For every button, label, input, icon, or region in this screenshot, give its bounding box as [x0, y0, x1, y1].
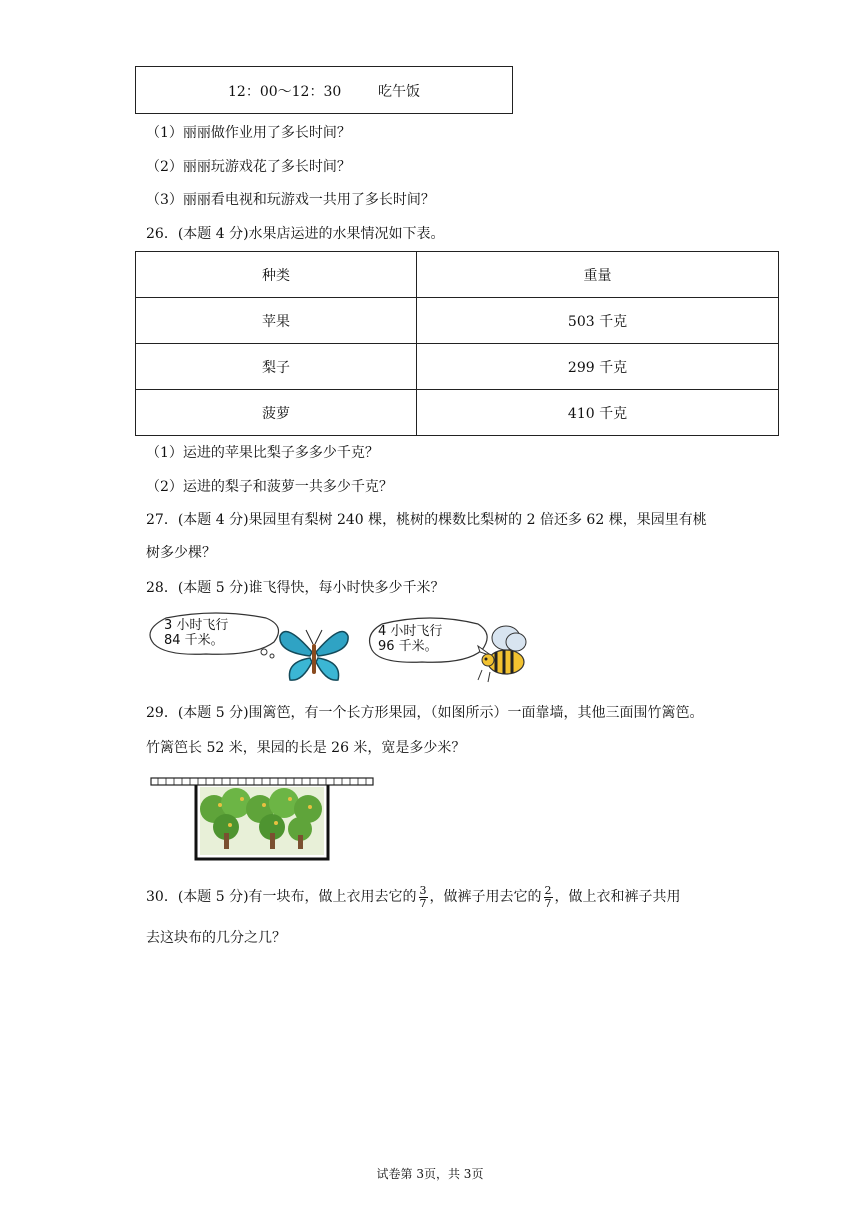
- header-type: 种类: [136, 252, 417, 298]
- header-weight: 重量: [417, 252, 779, 298]
- q29-line-1: 29．(本题 5 分)围篱笆，有一个长方形果园，（如图所示）一面靠墙，其他三面围竹篱笆。: [146, 705, 704, 721]
- fraction-numerator: 2: [544, 883, 552, 897]
- q27-line-1: 27．(本题 4 分)果园里有梨树 240 棵，桃树的棵数比梨树的 2 倍还多 62 棵，果园里有桃: [146, 512, 707, 528]
- bee-icon: [476, 622, 532, 686]
- q30-text-part2: ，做裤子用去它的: [429, 889, 542, 905]
- q26-sub-1: （1）运进的苹果比梨子多多少千克？: [146, 445, 379, 461]
- bee-bubble-text: [378, 624, 442, 654]
- fraction-denominator: 7: [544, 896, 552, 910]
- table-row: [136, 344, 779, 390]
- q30-line-2: 去这块布的几分之几？: [146, 930, 286, 946]
- q28-illustration: [146, 612, 536, 688]
- butterfly-bubble-line-2: 84 千米。: [164, 633, 224, 648]
- butterfly-icon: [276, 622, 352, 686]
- table-row: [136, 390, 779, 436]
- fruit-table: [135, 251, 779, 436]
- schedule-table-row: [135, 66, 513, 114]
- cell-weight: 410 千克: [417, 390, 779, 436]
- butterfly-bubble-line-1: 3 小时飞行: [164, 618, 229, 633]
- q28-title: 28．(本题 5 分)谁飞得快，每小时快多少千米？: [146, 580, 445, 596]
- table-header-row: [136, 252, 779, 298]
- fraction-numerator: 3: [419, 883, 427, 897]
- butterfly-bubble-text: [164, 618, 228, 648]
- q30-text-part3: ，做上衣和裤子共用: [554, 889, 681, 905]
- orchard-diagram: [150, 775, 376, 863]
- q30-line-1: [146, 884, 681, 910]
- q29-line-2: 竹篱笆长 52 米，果园的长是 26 米，宽是多少米？: [146, 740, 466, 756]
- q25-sub-2: （2）丽丽玩游戏花了多长时间？: [146, 159, 351, 175]
- fraction-3-7: [419, 885, 428, 910]
- q25-sub-1: （1）丽丽做作业用了多长时间？: [146, 125, 351, 141]
- q26-title: 26．(本题 4 分)水果店运进的水果情况如下表。: [146, 226, 445, 242]
- schedule-activity: 吃午饭: [378, 84, 420, 100]
- cell-weight: 503 千克: [417, 298, 779, 344]
- orchard-wall-fence-figure: [150, 775, 376, 863]
- cell-fruit: 菠萝: [136, 390, 417, 436]
- table-row: [136, 298, 779, 344]
- cell-fruit: 梨子: [136, 344, 417, 390]
- q30-text-part1: 30．(本题 5 分)有一块布，做上衣用去它的: [146, 889, 417, 905]
- q26-sub-2: （2）运进的梨子和菠萝一共多少千克？: [146, 479, 393, 495]
- schedule-time: 12：00～12：30: [228, 84, 342, 100]
- q27-line-2: 树多少棵？: [146, 545, 216, 561]
- bee-bubble-line-2: 96 千米。: [378, 639, 438, 654]
- cell-weight: 299 千克: [417, 344, 779, 390]
- q25-sub-3: （3）丽丽看电视和玩游戏一共用了多长时间？: [146, 192, 435, 208]
- bee-bubble-line-1: 4 小时飞行: [378, 624, 443, 639]
- fraction-2-7: [544, 885, 553, 910]
- fraction-denominator: 7: [419, 896, 427, 910]
- page-footer: 试卷第 3页，共 3页: [376, 1167, 484, 1181]
- cell-fruit: 苹果: [136, 298, 417, 344]
